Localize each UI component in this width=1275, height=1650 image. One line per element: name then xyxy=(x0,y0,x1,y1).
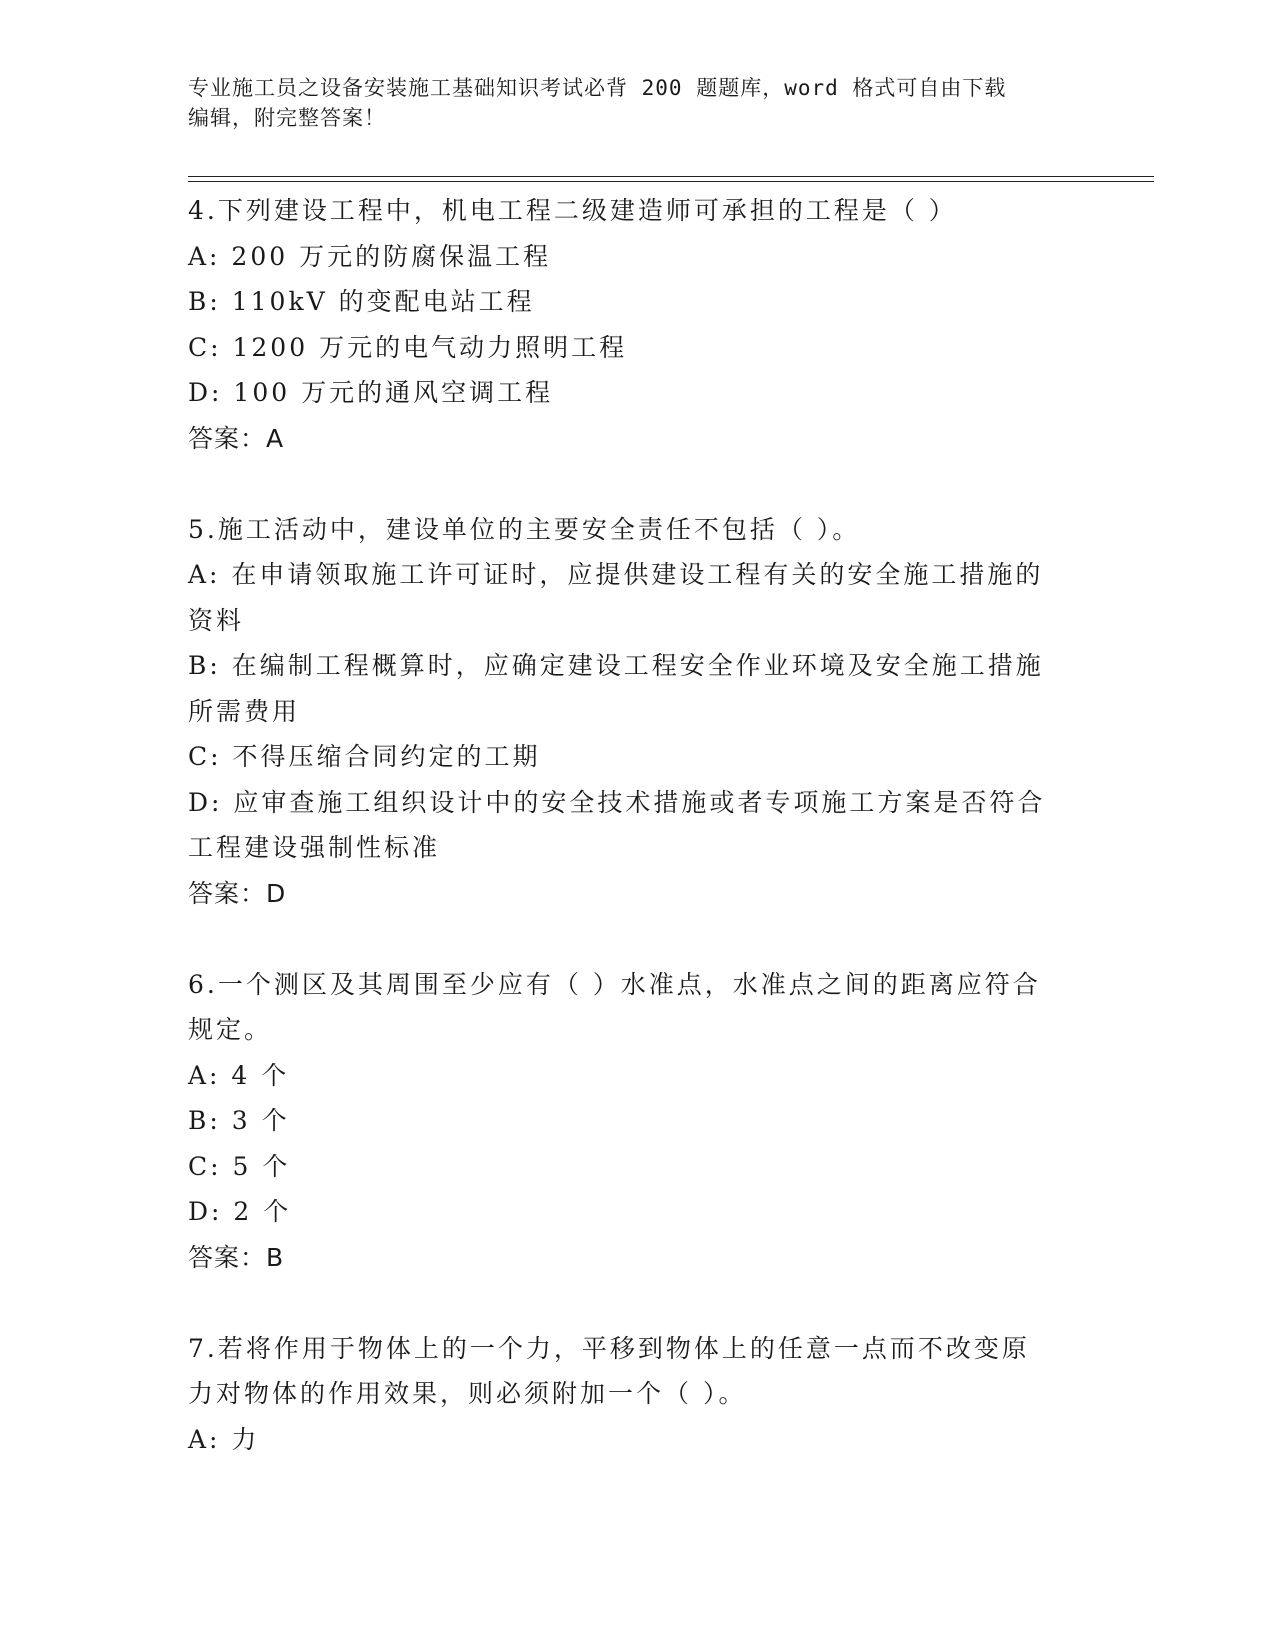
option-line: B: 在编制工程概算时，应确定建设工程安全作业环境及安全施工措施 xyxy=(188,651,1044,680)
option-line: A: 在申请领取施工许可证时，应提供建设工程有关的安全施工措施的 xyxy=(188,560,1044,589)
question-stem-line: 规定。 xyxy=(188,1015,273,1044)
question-block xyxy=(188,507,1088,917)
answer-line: 答案：D xyxy=(188,878,287,908)
question-block xyxy=(188,1326,1088,1463)
option-line: 资料 xyxy=(188,605,245,635)
question-block xyxy=(188,188,1088,461)
question-list xyxy=(188,188,1088,1462)
option-line: B: 3 个 xyxy=(188,1106,290,1135)
option-line: D: 应审查施工组织设计中的安全技术措施或者专项施工方案是否符合 xyxy=(188,787,1046,817)
question-stem-line: 5.施工活动中，建设单位的主要安全责任不包括（ ）。 xyxy=(188,514,861,544)
header-divider-top xyxy=(188,176,1154,177)
question-block xyxy=(188,962,1088,1281)
question-spacer xyxy=(188,461,1088,507)
document-header xyxy=(188,73,1068,133)
option-line: B: 110kV 的变配电站工程 xyxy=(188,287,535,316)
option-line: C: 5 个 xyxy=(188,1151,291,1181)
option-line: D: 100 万元的通风空调工程 xyxy=(188,378,554,407)
option-line: A: 4 个 xyxy=(188,1060,290,1090)
option-line: 工程建设强制性标准 xyxy=(188,833,441,862)
question-stem-line: 4.下列建设工程中，机电工程二级建造师可承担的工程是（ ） xyxy=(188,196,957,225)
question-spacer xyxy=(188,1280,1088,1326)
option-line: C: 不得压缩合同约定的工期 xyxy=(188,742,541,771)
answer-line: 答案：A xyxy=(188,423,285,453)
answer-line: 答案：B xyxy=(188,1242,285,1272)
header-divider-bottom xyxy=(188,181,1154,182)
option-line: D: 2 个 xyxy=(188,1197,292,1226)
question-stem-line: 6.一个测区及其周围至少应有（ ）水准点，水准点之间的距离应符合 xyxy=(188,969,1041,999)
option-line: A: 力 xyxy=(188,1424,260,1454)
question-stem-line: 力对物体的作用效果，则必须附加一个（ ）。 xyxy=(188,1379,747,1408)
option-line: C: 1200 万元的电气动力照明工程 xyxy=(188,332,628,362)
option-line: A: 200 万元的防腐保温工程 xyxy=(188,241,552,271)
header-title-line-2: 编辑，附完整答案！ xyxy=(188,106,386,130)
question-spacer xyxy=(188,916,1088,962)
question-stem-line: 7.若将作用于物体上的一个力，平移到物体上的任意一点而不改变原 xyxy=(188,1333,1030,1363)
header-title-line-1: 专业施工员之设备安装施工基础知识考试必背 200 题题库，word 格式可自由下载 xyxy=(188,76,1007,100)
option-line: 所需费用 xyxy=(188,696,301,726)
